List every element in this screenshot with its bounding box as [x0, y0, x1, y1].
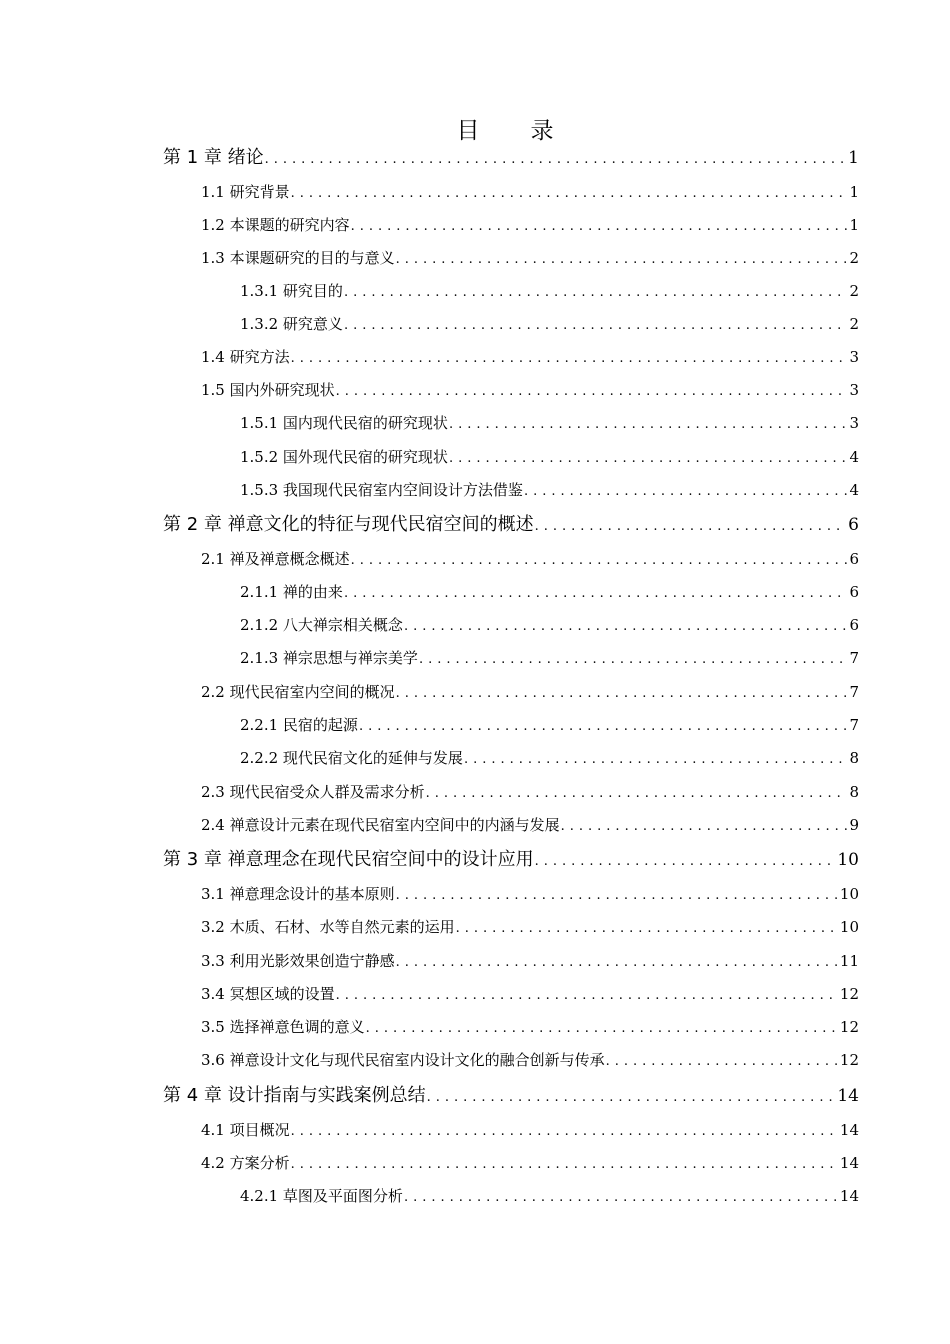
toc-section-entry[interactable]: [201, 1045, 859, 1075]
toc-dot-leader: [426, 779, 848, 809]
toc-dot-leader: [344, 311, 848, 341]
toc-dot-leader: [291, 1117, 838, 1147]
toc-dot-leader: [366, 1014, 838, 1044]
toc-dot-leader: [351, 212, 848, 242]
toc-entry-label: 3.4 冥想区域的设置: [201, 985, 335, 1003]
toc-dot-leader: [344, 579, 848, 609]
toc-dot-leader: [291, 179, 848, 209]
toc-entry-label: 第 2 章 禅意文化的特征与现代民宿空间的概述: [163, 514, 534, 535]
toc-entry-label: 2.2.1 民宿的起源: [240, 716, 358, 734]
toc-entry-label: 1.5.1 国内现代民宿的研究现状: [240, 414, 448, 432]
toc-page-number: 12: [839, 985, 859, 1003]
toc-section-entry[interactable]: [240, 1181, 859, 1211]
toc-dot-leader: [396, 679, 848, 709]
toc-page-number: 3: [849, 381, 859, 399]
toc-section-entry[interactable]: [240, 577, 859, 607]
toc-section-entry[interactable]: [240, 610, 859, 640]
toc-page-number: 3: [849, 414, 859, 432]
toc-entry-label: 2.1 禅及禅意概念概述: [201, 550, 350, 568]
toc-dot-leader: [449, 444, 848, 474]
toc-dot-leader: [419, 645, 848, 675]
toc-page-number: 1: [849, 183, 859, 201]
toc-section-entry[interactable]: [201, 210, 859, 240]
toc-section-entry[interactable]: [240, 643, 859, 673]
toc-page-number: 12: [839, 1018, 859, 1036]
toc-dot-leader: [336, 377, 848, 407]
toc-dot-leader: [456, 914, 838, 944]
toc-entry-label: 1.5.3 我国现代民宿室内空间设计方法借鉴: [240, 481, 523, 499]
toc-section-entry[interactable]: [201, 342, 859, 372]
toc-section-entry[interactable]: [240, 710, 859, 740]
toc-dot-leader: [351, 546, 848, 576]
toc-dot-leader: [396, 245, 848, 275]
toc-entry-label: 3.2 木质、石材、水等自然元素的运用: [201, 918, 455, 936]
toc-section-entry[interactable]: [240, 309, 859, 339]
toc-entry-label: 3.1 禅意理念设计的基本原则: [201, 885, 395, 903]
toc-section-entry[interactable]: [201, 243, 859, 273]
toc-entry-label: 3.3 利用光影效果创造宁静感: [201, 952, 395, 970]
toc-section-entry[interactable]: [240, 408, 859, 438]
toc-page-number: 6: [848, 515, 859, 535]
toc-page-number: 7: [849, 649, 859, 667]
toc-page-number: 3: [849, 348, 859, 366]
toc-page-number: 9: [849, 816, 859, 834]
toc-section-entry[interactable]: [240, 276, 859, 306]
toc-dot-leader: [396, 881, 838, 911]
toc-page-number: 7: [849, 716, 859, 734]
toc-section-entry[interactable]: [201, 946, 859, 976]
toc-dot-leader: [336, 981, 838, 1011]
toc-page-number: 6: [849, 550, 859, 568]
toc-entry-label: 2.4 禅意设计元素在现代民宿室内空间中的内涵与发展: [201, 816, 560, 834]
toc-section-entry[interactable]: [201, 375, 859, 405]
toc-chapter-entry[interactable]: [163, 510, 859, 540]
toc-section-entry[interactable]: [201, 912, 859, 942]
toc-page-number: 8: [849, 783, 859, 801]
toc-section-entry[interactable]: [201, 1148, 859, 1178]
toc-dot-leader: [265, 145, 847, 175]
toc-page-number: 4: [849, 481, 859, 499]
toc-page-number: 1: [848, 148, 859, 168]
toc-page-number: 7: [849, 683, 859, 701]
toc-page-number: 6: [849, 616, 859, 634]
toc-section-entry[interactable]: [201, 879, 859, 909]
toc-dot-leader: [427, 1083, 836, 1113]
toc-entry-label: 第 3 章 禅意理念在现代民宿空间中的设计应用: [163, 849, 534, 870]
toc-dot-leader: [561, 812, 848, 842]
toc-entry-label: 1.4 研究方法: [201, 348, 290, 366]
toc-section-entry[interactable]: [240, 442, 859, 472]
toc-section-entry[interactable]: [201, 544, 859, 574]
toc-dot-leader: [464, 745, 848, 775]
toc-page-number: 4: [849, 448, 859, 466]
toc-section-entry[interactable]: [201, 1115, 859, 1145]
toc-page-number: 2: [849, 249, 859, 267]
toc-entry-label: 1.2 本课题的研究内容: [201, 216, 350, 234]
toc-entry-label: 2.2.2 现代民宿文化的延伸与发展: [240, 749, 463, 767]
toc-entry-label: 1.1 研究背景: [201, 183, 290, 201]
toc-page-number: 14: [839, 1121, 859, 1139]
toc-entry-label: 3.6 禅意设计文化与现代民宿室内设计文化的融合创新与传承: [201, 1051, 605, 1069]
toc-entry-label: 2.2 现代民宿室内空间的概况: [201, 683, 395, 701]
toc-page-number: 10: [837, 850, 859, 870]
toc-dot-leader: [359, 712, 848, 742]
toc-page-number: 14: [837, 1086, 859, 1106]
toc-chapter-entry[interactable]: [163, 143, 859, 173]
toc-entry-label: 4.2 方案分析: [201, 1154, 290, 1172]
toc-page-number: 10: [839, 918, 859, 936]
toc-entry-label: 3.5 选择禅意色调的意义: [201, 1018, 365, 1036]
toc-entry-label: 第 1 章 绪论: [163, 147, 264, 168]
toc-entry-label: 第 4 章 设计指南与实践案例总结: [163, 1085, 426, 1106]
toc-entry-label: 1.5 国内外研究现状: [201, 381, 335, 399]
toc-dot-leader: [291, 1150, 838, 1180]
toc-chapter-entry[interactable]: [163, 845, 859, 875]
toc-entry-label: 1.3.1 研究目的: [240, 282, 343, 300]
toc-entry-label: 1.5.2 国外现代民宿的研究现状: [240, 448, 448, 466]
toc-page-number: 12: [839, 1051, 859, 1069]
toc-section-entry[interactable]: [201, 777, 859, 807]
toc-section-entry[interactable]: [201, 677, 859, 707]
toc-page-number: 14: [839, 1187, 859, 1205]
toc-section-entry[interactable]: [240, 743, 859, 773]
toc-page-number: 10: [839, 885, 859, 903]
toc-entry-label: 4.2.1 草图及平面图分析: [240, 1187, 403, 1205]
toc-section-entry[interactable]: [201, 177, 859, 207]
toc-dot-leader: [524, 477, 848, 507]
toc-entry-label: 2.3 现代民宿受众人群及需求分析: [201, 783, 425, 801]
toc-entry-label: 2.1.3 禅宗思想与禅宗美学: [240, 649, 418, 667]
toc-dot-leader: [396, 948, 838, 978]
toc-page-number: 6: [849, 583, 859, 601]
toc-dot-leader: [344, 278, 848, 308]
toc-dot-leader: [606, 1047, 838, 1077]
toc-page-number: 1: [849, 216, 859, 234]
toc-entry-label: 1.3 本课题研究的目的与意义: [201, 249, 395, 267]
toc-dot-leader: [449, 410, 848, 440]
toc-section-entry[interactable]: [201, 1012, 859, 1042]
toc-section-entry[interactable]: [240, 475, 859, 505]
toc-section-entry[interactable]: [201, 979, 859, 1009]
toc-page-number: 8: [849, 749, 859, 767]
toc-page-number: 2: [849, 282, 859, 300]
toc-page-number: 14: [839, 1154, 859, 1172]
toc-chapter-entry[interactable]: [163, 1081, 859, 1111]
toc-dot-leader: [291, 344, 848, 374]
toc-entry-label: 4.1 项目概况: [201, 1121, 290, 1139]
page-title: 目 录: [456, 118, 568, 144]
toc-dot-leader: [535, 847, 836, 877]
toc-section-entry[interactable]: [201, 810, 859, 840]
toc-entry-label: 1.3.2 研究意义: [240, 315, 343, 333]
toc-dot-leader: [404, 612, 848, 642]
toc-entry-label: 2.1.1 禅的由来: [240, 583, 343, 601]
toc-dot-leader: [404, 1183, 838, 1213]
toc-page-number: 11: [839, 952, 859, 970]
toc-dot-leader: [535, 512, 847, 542]
toc-entry-label: 2.1.2 八大禅宗相关概念: [240, 616, 403, 634]
toc-page-number: 2: [849, 315, 859, 333]
